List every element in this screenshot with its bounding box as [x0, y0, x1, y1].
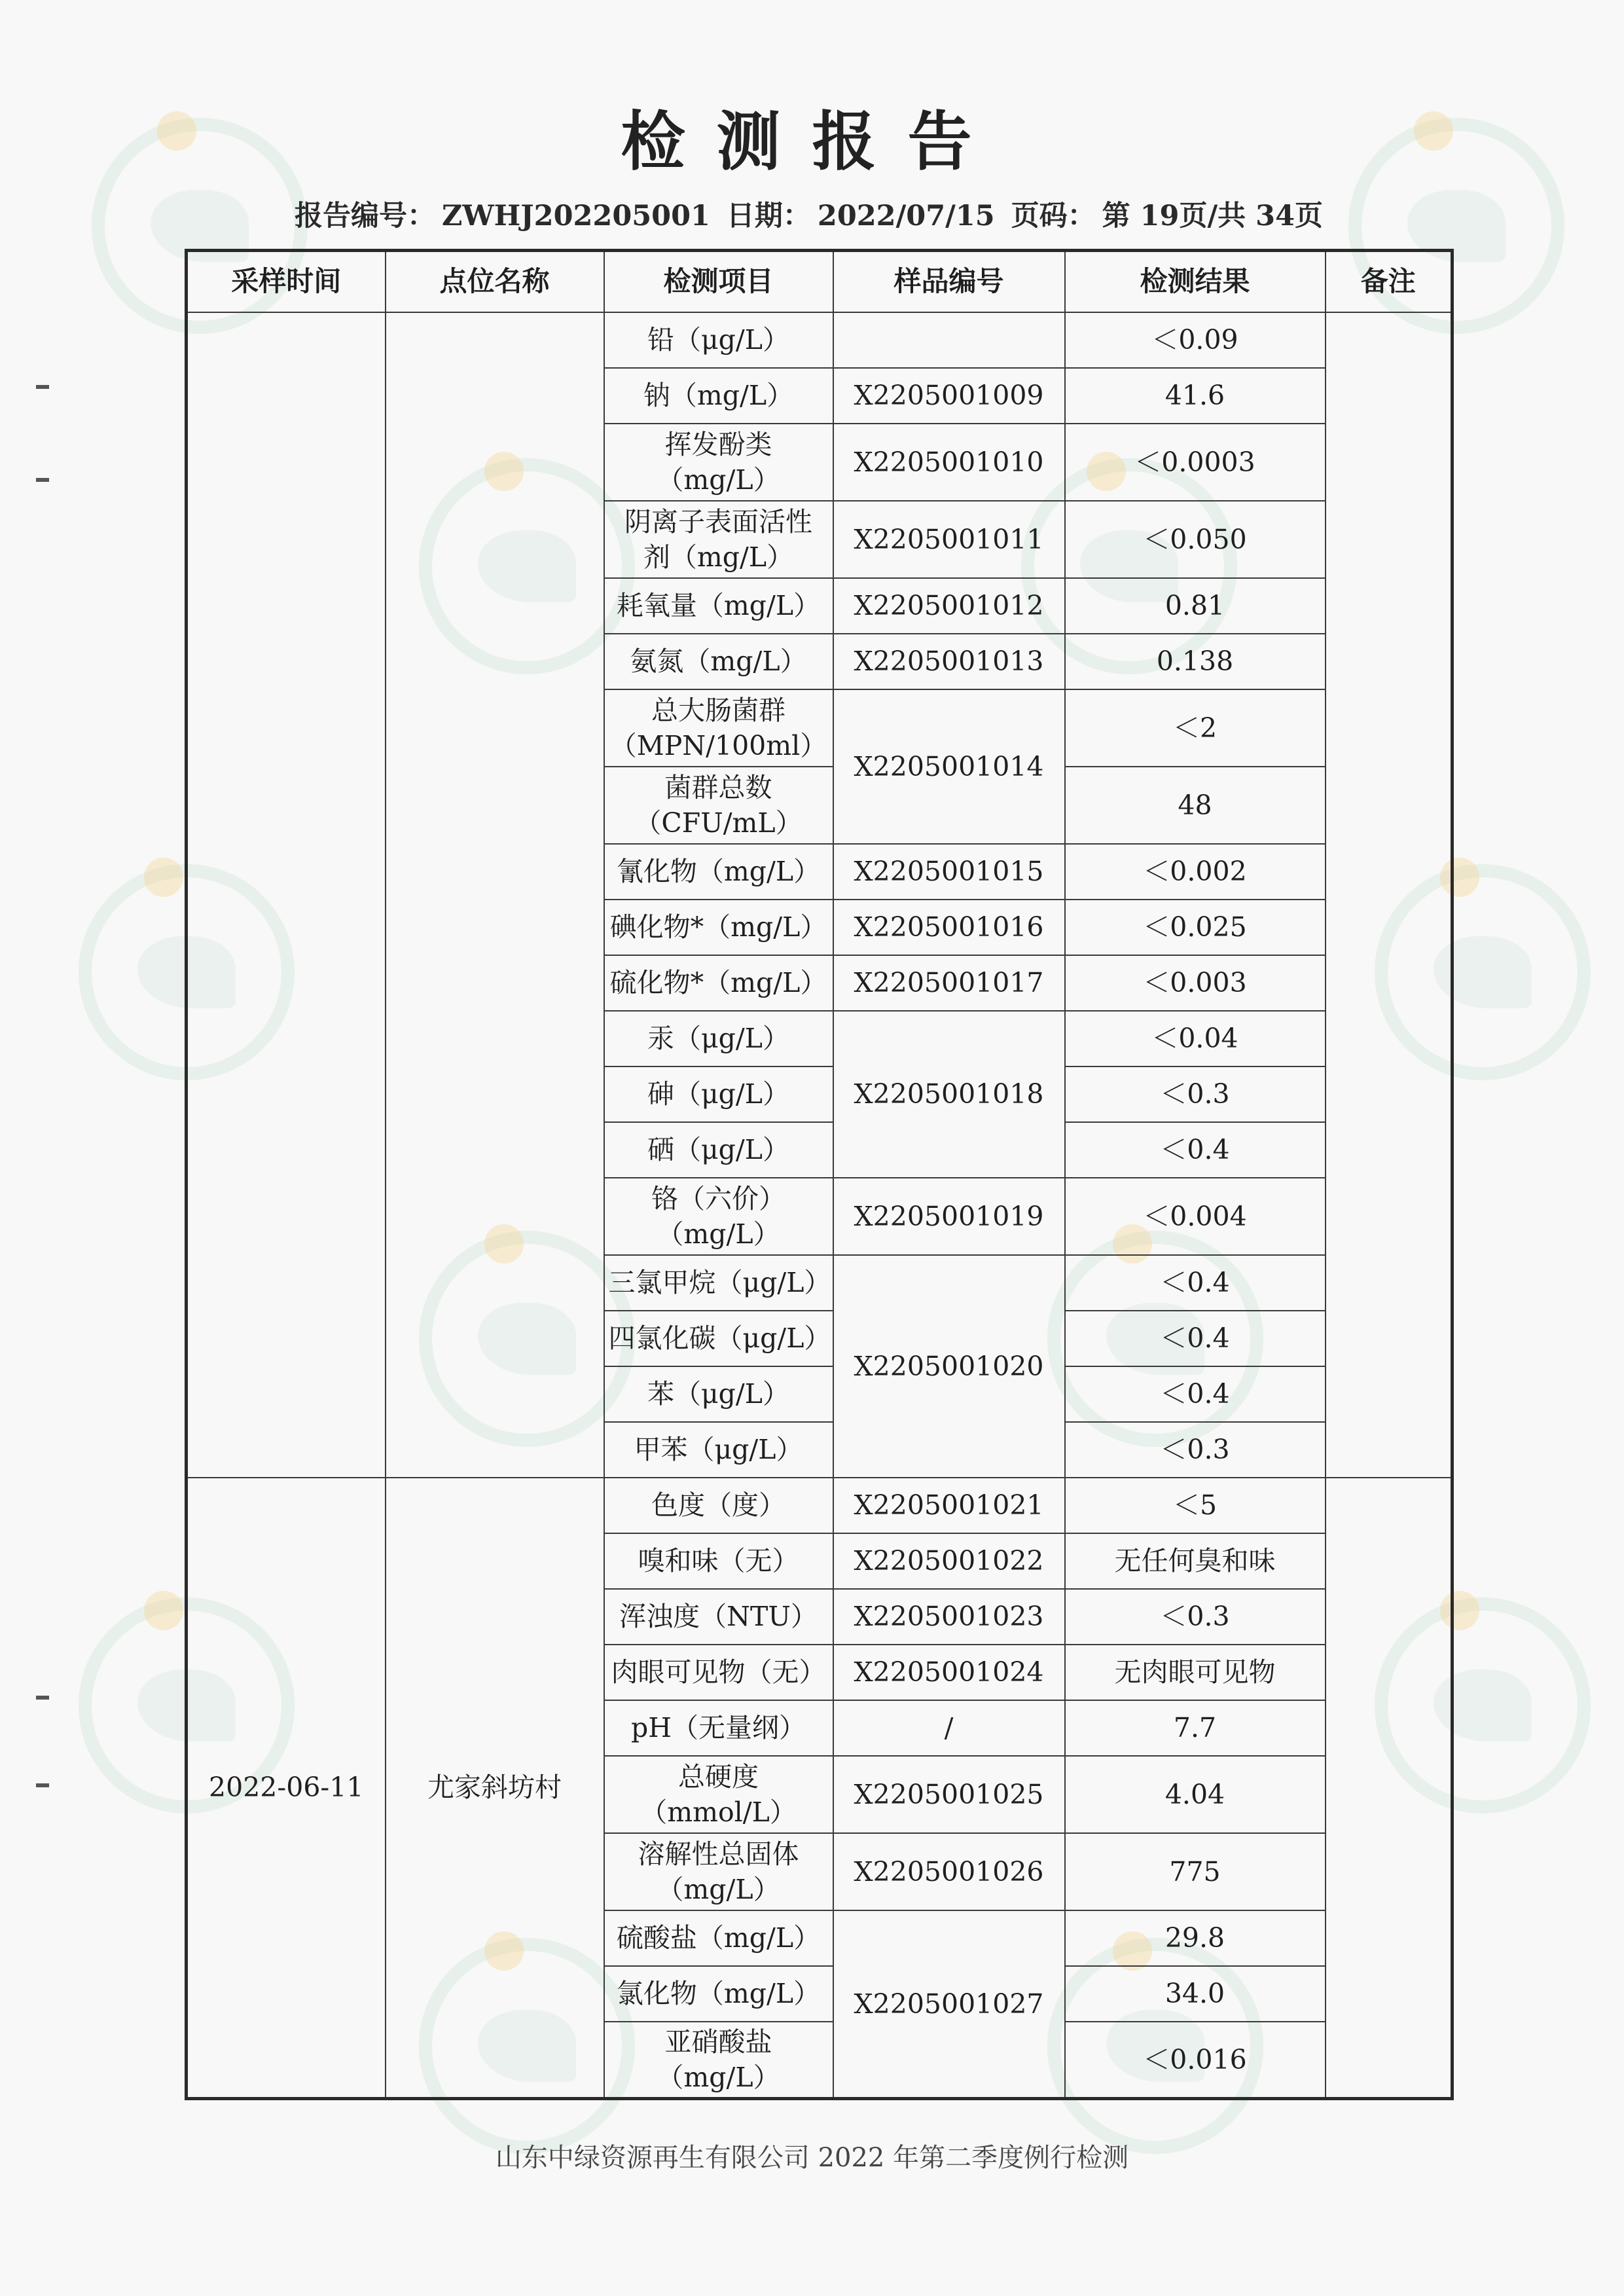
test-item: 总硬度 （mmol/L）: [604, 1756, 833, 1833]
scan-mark: [36, 1783, 49, 1787]
report-date: 2022/07/15: [817, 200, 995, 232]
sampling-time-cell: 2022-06-11: [187, 1478, 386, 2099]
sample-no: X2205001022: [833, 1533, 1065, 1589]
site-name-cell: 尤家斜坊村: [386, 1478, 604, 2099]
test-item: 氨氮（mg/L）: [604, 634, 833, 689]
test-result: ＜0.09: [1065, 312, 1326, 368]
test-result: ＜0.004: [1065, 1178, 1326, 1255]
test-result: 41.6: [1065, 368, 1326, 424]
test-result: ＜0.3: [1065, 1589, 1326, 1645]
header-sampling-time: 采样时间: [187, 251, 386, 312]
test-result: ＜0.4: [1065, 1255, 1326, 1311]
test-result: ＜0.025: [1065, 900, 1326, 955]
test-item: 甲苯（μg/L）: [604, 1422, 833, 1478]
sample-no: X2205001014: [833, 689, 1065, 844]
test-result: ＜0.050: [1065, 501, 1326, 578]
scan-mark: [36, 385, 49, 389]
test-item: 铅（μg/L）: [604, 312, 833, 368]
sample-no: X2205001015: [833, 844, 1065, 900]
remark-cell: [1326, 1478, 1453, 2099]
header-result: 检测结果: [1065, 251, 1326, 312]
test-item: 色度（度）: [604, 1478, 833, 1533]
sample-no: /: [833, 1700, 1065, 1756]
sample-no: X2205001027: [833, 1910, 1065, 2099]
page-title: 检测报告: [621, 105, 1003, 179]
report-meta: [0, 194, 1624, 234]
test-result: 0.81: [1065, 578, 1326, 634]
test-item: 硫化物*（mg/L）: [604, 955, 833, 1011]
sample-no: X2205001024: [833, 1645, 1065, 1700]
sample-no: X2205001019: [833, 1178, 1065, 1255]
header-site-name: 点位名称: [386, 251, 604, 312]
test-item: 汞（μg/L）: [604, 1011, 833, 1066]
remark-cell: [1326, 312, 1453, 1478]
scan-mark: [36, 478, 49, 482]
sample-no: X2205001026: [833, 1833, 1065, 1910]
test-result: 4.04: [1065, 1756, 1326, 1833]
report-no-label: 报告编号：: [295, 200, 435, 232]
test-result: ＜0.016: [1065, 2022, 1326, 2099]
table-header-row: [187, 251, 1453, 312]
test-item: 耗氧量（mg/L）: [604, 578, 833, 634]
scan-mark: [36, 1696, 49, 1700]
test-item: 三氯甲烷（μg/L）: [604, 1255, 833, 1311]
test-result: 7.7: [1065, 1700, 1326, 1756]
test-result: 0.138: [1065, 634, 1326, 689]
test-item: 砷（μg/L）: [604, 1066, 833, 1122]
test-item: pH（无量纲）: [604, 1700, 833, 1756]
test-result: 29.8: [1065, 1910, 1326, 1966]
test-item: 肉眼可见物（无）: [604, 1645, 833, 1700]
sample-no: X2205001017: [833, 955, 1065, 1011]
test-item: 亚硝酸盐 （mg/L）: [604, 2022, 833, 2099]
test-result: ＜0.003: [1065, 955, 1326, 1011]
sample-no: X2205001020: [833, 1255, 1065, 1478]
sampling-time-cell: [187, 312, 386, 1478]
test-result: 无肉眼可见物: [1065, 1645, 1326, 1700]
sample-no: X2205001018: [833, 1011, 1065, 1178]
test-result: ＜0.4: [1065, 1122, 1326, 1178]
header-test-item: 检测项目: [604, 251, 833, 312]
test-item: 挥发酚类 （mg/L）: [604, 424, 833, 501]
test-item: 菌群总数 （CFU/mL）: [604, 767, 833, 844]
test-result: ＜0.4: [1065, 1311, 1326, 1366]
test-result: ＜0.002: [1065, 844, 1326, 900]
page-number: 第 19页/共 34页: [1102, 200, 1323, 232]
header-sample-no: 样品编号: [833, 251, 1065, 312]
sample-no: X2205001013: [833, 634, 1065, 689]
sample-no: X2205001012: [833, 578, 1065, 634]
test-result: ＜2: [1065, 689, 1326, 767]
test-item: 溶解性总固体 （mg/L）: [604, 1833, 833, 1910]
sample-no: [833, 312, 1065, 368]
test-item: 氯化物（mg/L）: [604, 1966, 833, 2022]
test-result: ＜0.3: [1065, 1066, 1326, 1122]
test-item: 铬（六价） （mg/L）: [604, 1178, 833, 1255]
sample-no: X2205001011: [833, 501, 1065, 578]
test-item: 硫酸盐（mg/L）: [604, 1910, 833, 1966]
test-item: 钠（mg/L）: [604, 368, 833, 424]
sample-no: X2205001009: [833, 368, 1065, 424]
test-item: 四氯化碳（μg/L）: [604, 1311, 833, 1366]
test-item: 氰化物（mg/L）: [604, 844, 833, 900]
sample-no: X2205001010: [833, 424, 1065, 501]
report-no: ZWHJ202205001: [442, 200, 710, 232]
test-item: 浑浊度（NTU）: [604, 1589, 833, 1645]
test-result: 48: [1065, 767, 1326, 844]
test-result: 34.0: [1065, 1966, 1326, 2022]
test-item: 碘化物*（mg/L）: [604, 900, 833, 955]
sample-no: X2205001023: [833, 1589, 1065, 1645]
test-result: ＜0.0003: [1065, 424, 1326, 501]
sample-no: X2205001021: [833, 1478, 1065, 1533]
sample-no: X2205001025: [833, 1756, 1065, 1833]
test-item: 总大肠菌群 （MPN/100ml）: [604, 689, 833, 767]
test-item: 阴离子表面活性 剂（mg/L）: [604, 501, 833, 578]
site-name-cell: [386, 312, 604, 1478]
test-item: 嗅和味（无）: [604, 1533, 833, 1589]
test-result: 775: [1065, 1833, 1326, 1910]
test-result: ＜0.04: [1065, 1011, 1326, 1066]
sample-no: X2205001016: [833, 900, 1065, 955]
date-label: 日期：: [726, 200, 811, 232]
test-item: 硒（μg/L）: [604, 1122, 833, 1178]
test-result: ＜5: [1065, 1478, 1326, 1533]
test-result: ＜0.3: [1065, 1422, 1326, 1478]
test-item: 苯（μg/L）: [604, 1366, 833, 1422]
results-table: [185, 249, 1454, 2100]
page-label: 页码：: [1011, 200, 1096, 232]
test-result: ＜0.4: [1065, 1366, 1326, 1422]
test-result: 无任何臭和味: [1065, 1533, 1326, 1589]
table-row: [187, 312, 1453, 368]
table-row: [187, 1478, 1453, 1533]
page-footer: 山东中绿资源再生有限公司 2022 年第二季度例行检测: [495, 2143, 1129, 2173]
header-remark: 备注: [1326, 251, 1453, 312]
